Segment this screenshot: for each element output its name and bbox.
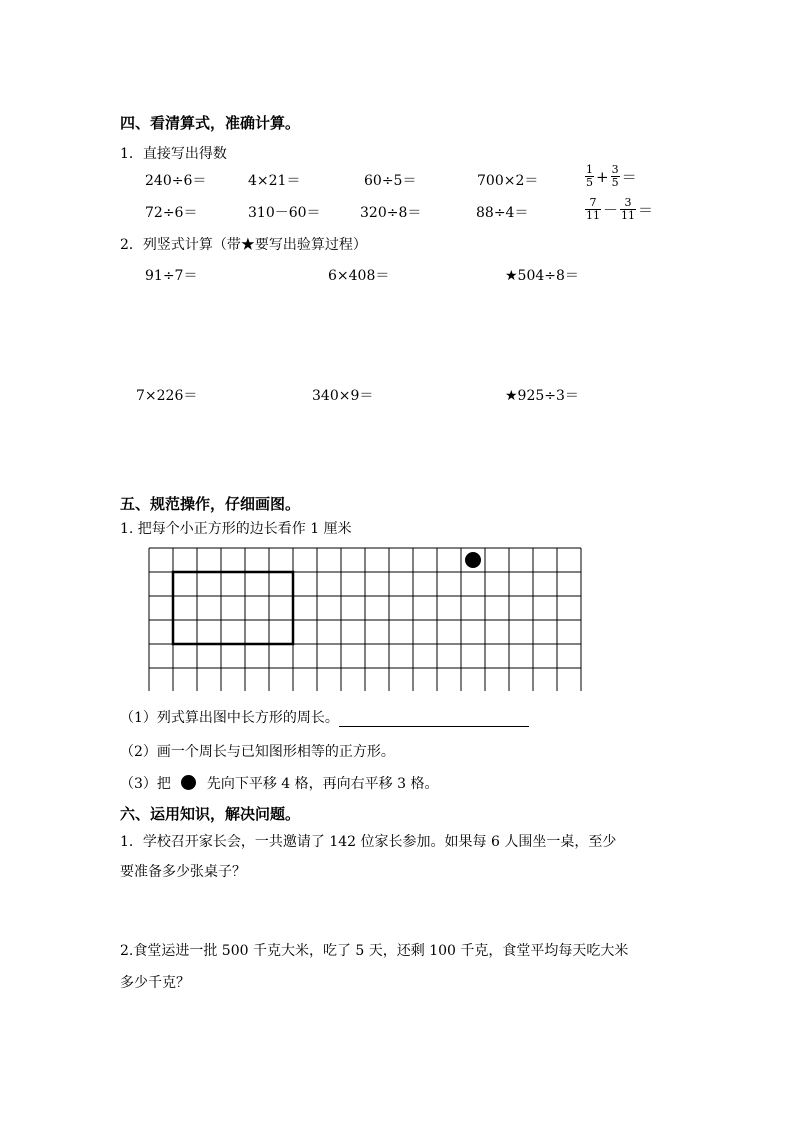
section4-part1-title: 1．直接写出得数 — [120, 146, 227, 162]
equals-sign: ＝ — [638, 201, 654, 219]
problem2-line2: 多少千克？ — [120, 975, 190, 991]
fraction-denominator: 5 — [586, 176, 593, 189]
fraction-expression-2 — [585, 197, 655, 222]
fraction-denominator: 11 — [621, 209, 636, 222]
vertical-calc-925-3: ★925÷3＝ — [505, 388, 579, 404]
section4-part2-title: 2．列竖式计算（带★要写出验算过程） — [120, 237, 367, 253]
question-draw-square: （2）画一个周长与已知图形相等的正方形。 — [120, 744, 395, 760]
fraction-1-5 — [585, 164, 594, 189]
calc-60-5: 60÷5＝ — [364, 173, 417, 189]
fraction-7-11 — [585, 197, 601, 222]
vertical-calc-340x9: 340×9＝ — [312, 388, 374, 404]
square-grid[interactable] — [148, 547, 582, 691]
operator: + — [596, 167, 609, 186]
fraction-3-5 — [611, 164, 620, 189]
fraction-3-11 — [620, 197, 636, 222]
fraction-numerator: 1 — [586, 163, 593, 176]
vertical-calc-91-7: 91÷7＝ — [145, 268, 198, 284]
equals-sign: ＝ — [621, 168, 637, 186]
given-rectangle — [173, 572, 293, 644]
section4-title: 四、看清算式，准确计算。 — [120, 114, 301, 132]
vertical-calc-7x226: 7×226＝ — [136, 388, 198, 404]
answer-blank[interactable] — [339, 712, 529, 727]
problem1-line1: 1．学校召开家长会，一共邀请了 142 位家长参加。如果每 6 人围坐一桌，至少 — [120, 834, 617, 850]
black-dot[interactable] — [465, 552, 481, 568]
calc-72-6: 72÷6＝ — [145, 205, 198, 221]
fraction-denominator: 11 — [586, 209, 600, 222]
fraction-numerator: 3 — [620, 197, 636, 210]
calc-310-60: 310－60＝ — [248, 205, 321, 221]
problem1-line2: 要准备多少张桌子？ — [120, 864, 246, 880]
fraction-expression-1 — [585, 164, 639, 189]
question-perimeter-text: （1）列式算出图中长方形的周长。 — [120, 710, 339, 726]
fraction-numerator: 3 — [611, 163, 619, 176]
question-translate-text-b: 先向下平移 4 格，再向右平移 3 格。 — [206, 776, 439, 792]
fraction-numerator: 7 — [585, 197, 601, 210]
calc-700x2: 700×2＝ — [477, 173, 539, 189]
section5-title: 五、规范操作，仔细画图。 — [120, 495, 301, 513]
operator: － — [603, 201, 619, 219]
vertical-calc-504-8: ★504÷8＝ — [505, 268, 579, 284]
calc-88-4: 88÷4＝ — [476, 205, 529, 221]
problem2-line1: 2.食堂运进一批 500 千克大米，吃了 5 天，还剩 100 千克，食堂平均每天吃大米 — [120, 943, 629, 959]
question-translate-text-a: （3）把 — [120, 776, 171, 792]
vertical-calc-6x408: 6×408＝ — [328, 268, 390, 284]
calc-4x21: 4×21＝ — [248, 173, 301, 189]
fraction-denominator: 5 — [611, 176, 619, 189]
question-perimeter — [120, 707, 529, 727]
section6-title: 六、运用知识，解决问题。 — [120, 805, 301, 823]
black-dot-icon — [181, 775, 196, 790]
section5-part1-title: 1. 把每个小正方形的边长看作 1 厘米 — [120, 521, 352, 537]
calc-240-6: 240÷6＝ — [145, 173, 207, 189]
question-translate-dot — [120, 773, 438, 793]
calc-320-8: 320÷8＝ — [360, 205, 422, 221]
